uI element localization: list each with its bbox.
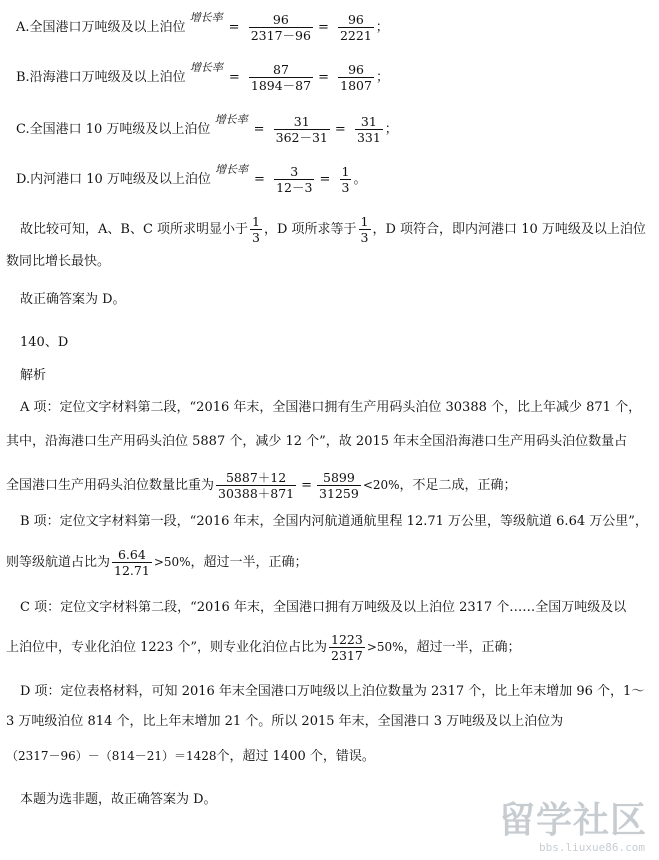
fraction: $\frac{5887+12}{30388+871}$ xyxy=(218,470,295,501)
watermark-logo xyxy=(482,792,647,854)
fraction: $\frac{1223}{2317}$ xyxy=(331,632,363,663)
option-b: B.沿海港口万吨级及以上泊位 $^{增长率}$= $\frac{87}{1894-87}$ = $\frac{96}{1807}$ ； xyxy=(16,61,389,93)
item-c-line-2: 上泊位中，专业化泊位 1223 个”，则专业化泊位占比为 $\frac{1223}{2317}$ >50%，超过一半，正确； xyxy=(6,632,521,663)
watermark-text: 留学社区 xyxy=(498,800,647,841)
rate-label: 增长率 xyxy=(189,11,223,24)
option-d: D.内河港口 10 万吨级及以上泊位 $^{增长率}$= $\frac{3}{12-3}$ = $\frac{1}{3}$ 。 xyxy=(16,163,367,195)
rate-label: 增长率 xyxy=(214,113,248,126)
fraction: $\frac{96}{2221}$ xyxy=(339,12,372,43)
fraction: $\frac{1}{3}$ xyxy=(341,164,350,195)
fraction: $\frac{31}{362-31}$ xyxy=(275,114,328,145)
conclusion: 本题为选非题，故正确答案为 D。 xyxy=(20,792,217,807)
fraction: $\frac{96}{2317-96}$ xyxy=(250,12,311,43)
item-d-line-2: 3 万吨级泊位 814 个，比上年末增加 21 个。所以 2015 年末，全国港口 3 万吨级及以上泊位为 xyxy=(6,714,564,729)
option-b-text: B.沿海港口万吨级及以上泊位 xyxy=(16,70,186,85)
question-number: 140、D xyxy=(20,335,69,350)
fraction: $\frac{87}{1894-87}$ xyxy=(250,62,312,93)
item-d-line-1: D 项：定位表格材料，可知 2016 年末全国港口万吨级以上泊位数量为 2317 个，比上年末增加 96 个，1～ xyxy=(20,684,645,699)
fraction: $\frac{31}{331}$ xyxy=(356,114,381,145)
option-a: A.全国港口万吨级及以上泊位 $^{增长率}$= $\frac{96}{2317-96}$ = $\frac{96}{2221}$ ； xyxy=(16,11,389,43)
option-d-text: D.内河港口 10 万吨级及以上泊位 xyxy=(16,172,211,187)
fraction: $\frac{96}{1807}$ xyxy=(340,62,372,93)
rate-label: 增长率 xyxy=(189,61,223,74)
item-b-line-1: B 项：定位文字材料第一段，“2016 年末，全国内河航道通航里程 12.71 万公里，等级航道 6.64 万公里”， xyxy=(20,514,648,529)
fraction: $\frac{5899}{31259}$ xyxy=(319,470,359,501)
item-a-line-3: 全国港口生产用码头泊位数量比重为 $\frac{5887+12}{30388+871}$ = $\frac{5899}{31259}$ <20%，不足二成，正确； xyxy=(6,470,517,501)
option-c: C.全国港口 10 万吨级及以上泊位 $^{增长率}$= $\frac{31}{362-31}$ = $\frac{31}{331}$ ； xyxy=(16,113,398,145)
watermark-url: bbs.liuxue86.com xyxy=(539,841,645,854)
option-c-text: C.全国港口 10 万吨级及以上泊位 xyxy=(16,122,211,137)
fraction: $\frac{1}{3}$ xyxy=(360,214,369,245)
rate-label: 增长率 xyxy=(215,163,249,176)
fraction: $\frac{6.64}{12.71}$ xyxy=(114,547,150,578)
item-a-line-2: 其中，沿海港口生产用码头泊位 5887 个，减少 12 个”，故 2015 年末全国沿海港口生产用码头泊位数量占 xyxy=(6,434,628,449)
analysis-label: 解析 xyxy=(20,368,47,383)
compare-line-1: 故比较可知，A、B、C 项所求明显小于 $\frac{1}{3}$ ，D 项所求等于 $\frac{1}{3}$ ，D 项符合，即内河港口 10 万吨级及以上泊位 xyxy=(20,214,646,245)
option-a-text: A.全国港口万吨级及以上泊位 xyxy=(16,20,186,35)
item-d-line-3: （2317－96）－（814－21）＝1428个，超过 1400 个，错误。 xyxy=(6,749,375,764)
fraction: $\frac{3}{12-3}$ xyxy=(276,164,313,195)
item-c-line-1: C 项：定位文字材料第二段，“2016 年末，全国港口拥有万吨级及以上泊位 2317 个……全国万吨级及以 xyxy=(20,600,627,615)
compare-line-2: 数同比增长最快。 xyxy=(6,254,111,269)
item-a-line-1: A 项：定位文字材料第二段，“2016 年末，全国港口拥有生产用码头泊位 30388 个，比上年减少 871 个， xyxy=(20,400,642,415)
answer-line: 故正确答案为 D。 xyxy=(20,292,126,307)
fraction: $\frac{1}{3}$ xyxy=(252,214,260,245)
item-b-line-2: 则等级航道占比为 $\frac{6.64}{12.71}$ >50%，超过一半，正确； xyxy=(6,547,308,578)
